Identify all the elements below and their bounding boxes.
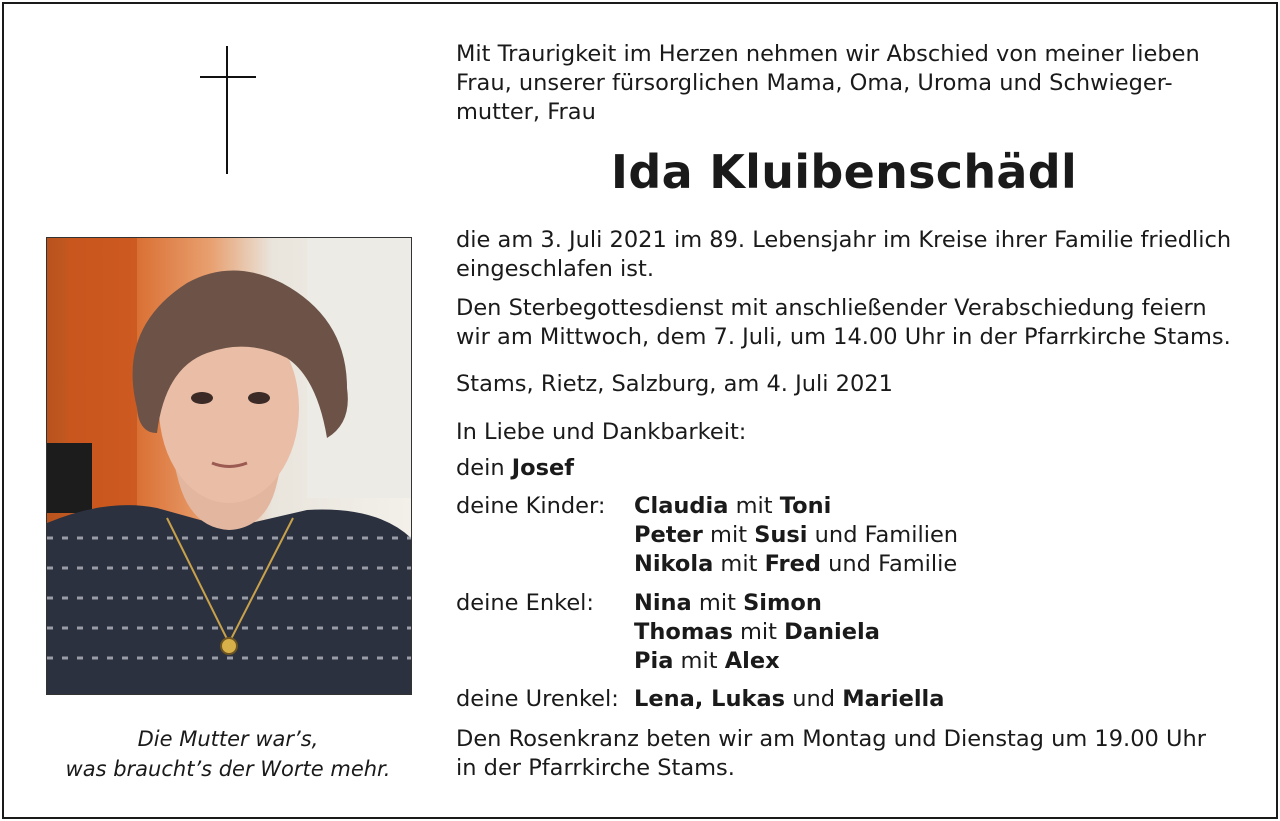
death-line: eingeschlafen ist. bbox=[456, 256, 654, 282]
partner-name: Toni bbox=[779, 493, 832, 519]
list-item bbox=[634, 521, 958, 550]
grandchild-name: Nina bbox=[634, 590, 692, 616]
partner-name: Simon bbox=[743, 590, 822, 616]
place-date: Stams, Rietz, Salzburg, am 4. Juli 2021 bbox=[456, 371, 893, 397]
list-item bbox=[634, 492, 958, 521]
partner-name: Daniela bbox=[784, 619, 880, 645]
list-item bbox=[634, 550, 958, 579]
intro-line: mutter, Frau bbox=[456, 99, 596, 125]
gratitude-line: In Liebe und Dankbarkeit: bbox=[456, 419, 747, 445]
great-grandchildren-label: deine Urenkel: bbox=[456, 686, 619, 712]
spouse-line bbox=[456, 454, 1232, 483]
connector: mit bbox=[720, 551, 758, 577]
grandchildren-label: deine Enkel: bbox=[456, 590, 595, 616]
quote bbox=[20, 724, 436, 784]
partner-name: Fred bbox=[764, 551, 821, 577]
suffix: und Familie bbox=[828, 551, 958, 577]
intro-line: Mit Traurigkeit im Herzen nehmen wir Abschied von meiner lieben bbox=[456, 41, 1200, 67]
connector: mit bbox=[680, 648, 718, 674]
quote-line: Die Mutter war’s, bbox=[137, 727, 319, 751]
list-item bbox=[634, 618, 880, 647]
connector: mit bbox=[740, 619, 778, 645]
spouse-prefix: dein bbox=[456, 455, 505, 481]
death-paragraph bbox=[456, 226, 1232, 284]
quote-line: was braucht’s der Worte mehr. bbox=[65, 757, 391, 781]
rosary-line: Den Rosenkranz beten wir am Montag und Dienstag um 19.00 Uhr bbox=[456, 726, 1206, 752]
spouse-name: Josef bbox=[511, 455, 575, 481]
service-line: wir am Mittwoch, dem 7. Juli, um 14.00 Uhr in der Pfarrkirche Stams. bbox=[456, 324, 1231, 350]
grandchild-name: Pia bbox=[634, 648, 674, 674]
child-name: Claudia bbox=[634, 493, 729, 519]
children-label: deine Kinder: bbox=[456, 493, 606, 519]
list-item bbox=[634, 685, 944, 714]
grandchildren-list bbox=[634, 589, 880, 676]
connector: mit bbox=[698, 590, 736, 616]
great-grandchild-name: Mariella bbox=[842, 686, 945, 712]
connector: und bbox=[792, 686, 836, 712]
grandchild-name: Thomas bbox=[634, 619, 733, 645]
connector: mit bbox=[735, 493, 773, 519]
intro-paragraph bbox=[456, 40, 1232, 127]
partner-name: Alex bbox=[724, 648, 780, 674]
list-item bbox=[634, 647, 880, 676]
children-list bbox=[634, 492, 958, 579]
rosary-paragraph bbox=[456, 725, 1232, 783]
portrait-photo bbox=[46, 237, 412, 695]
list-item bbox=[634, 589, 880, 618]
service-line: Den Sterbegottesdienst mit anschließender Verabschiedung feiern bbox=[456, 295, 1207, 321]
cross-icon bbox=[200, 46, 256, 174]
connector: mit bbox=[710, 522, 748, 548]
death-line: die am 3. Juli 2021 im 89. Lebensjahr im Kreise ihrer Familie friedlich bbox=[456, 227, 1232, 253]
partner-name: Susi bbox=[754, 522, 808, 548]
service-paragraph bbox=[456, 294, 1232, 352]
child-name: Peter bbox=[634, 522, 703, 548]
great-grandchild-names: Lena, Lukas bbox=[634, 686, 786, 712]
child-name: Nikola bbox=[634, 551, 714, 577]
rosary-line: in der Pfarrkirche Stams. bbox=[456, 755, 735, 781]
great-grandchildren-list bbox=[634, 685, 944, 714]
suffix: und Familien bbox=[814, 522, 959, 548]
intro-line: Frau, unserer fürsorglichen Mama, Oma, Uroma und Schwieger- bbox=[456, 70, 1173, 96]
deceased-name: Ida Kluibenschädl bbox=[610, 145, 1078, 199]
